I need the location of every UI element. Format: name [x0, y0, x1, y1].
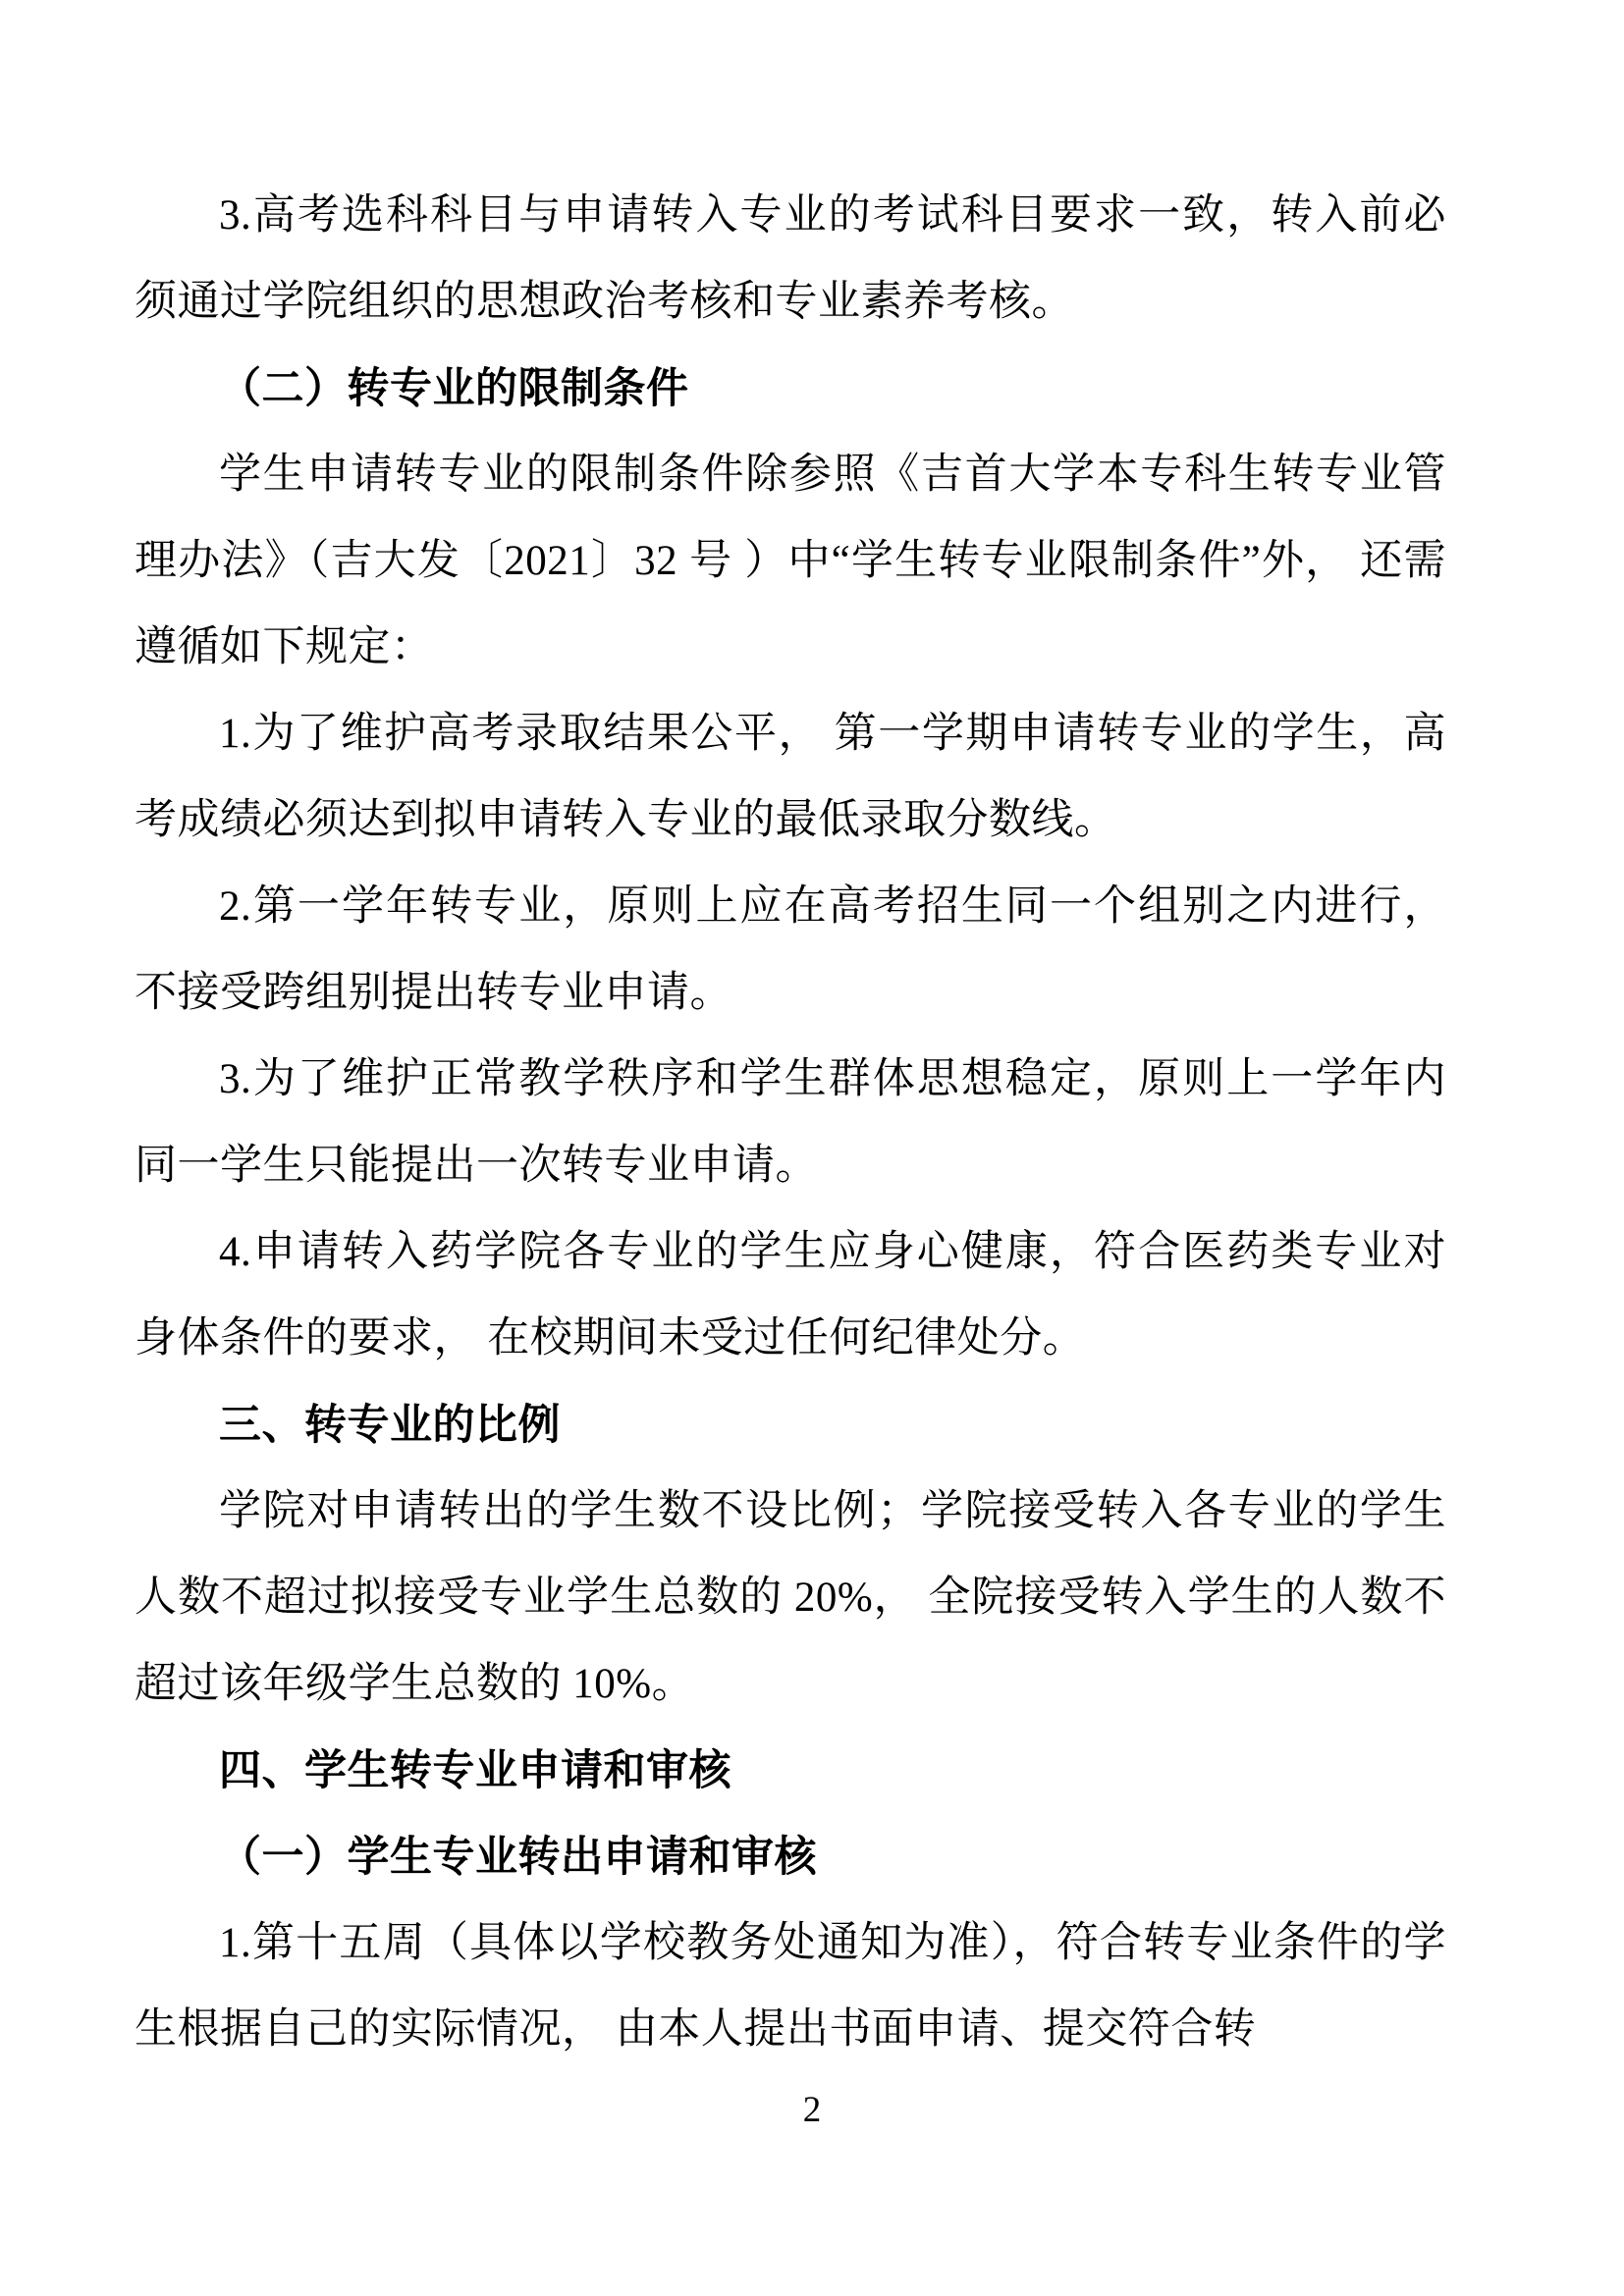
- section-heading-application-review: 四、学生转专业申请和审核: [219, 1747, 731, 1794]
- document-paragraph: 学生申请转专业的限制条件除参照《吉首大学本专科生转专业管理办法》（吉大发〔2021〕32 号 ）中“学生转专业限制条件”外， 还需遵循如下规定：: [135, 452, 1446, 670]
- document-paragraph: 1.第十五周（具体以学校教务处通知为准），符合转专业条件的学生根据自己的实际情况， 由本人提出书面申请、提交符合转: [135, 1920, 1446, 2053]
- section-heading-limit-conditions: （二）转专业的限制条件: [219, 365, 689, 412]
- document-paragraph: 3.为了维护正常教学秩序和学生群体思想稳定，原则上一学年内同一学生只能提出一次转专业申请。: [135, 1056, 1446, 1189]
- section-heading-transfer-ratio: 三、转专业的比例: [219, 1402, 561, 1449]
- document-paragraph: 3.高考选科科目与申请转入专业的考试科目要求一致，转入前必须通过学院组织的思想政治考核和专业素养考核。: [135, 192, 1446, 325]
- document-paragraph: 学院对申请转出的学生数不设比例；学院接受转入各专业的学生人数不超过拟接受专业学生总数的 20%， 全院接受转入学生的人数不超过该年级学生总数的 10%。: [135, 1488, 1446, 1707]
- document-paragraph: 2.第一学年转专业，原则上应在高考招生同一个组别之内进行，不接受跨组别提出转专业申请。: [135, 883, 1446, 1016]
- document-paragraph: 4.申请转入药学院各专业的学生应身心健康，符合医药类专业对身体条件的要求， 在校期间未受过任何纪律处分。: [135, 1229, 1446, 1362]
- document-paragraph: 1.为了维护高考录取结果公平， 第一学期申请转专业的学生，高考成绩必须达到拟申请转入专业的最低录取分数线。: [135, 711, 1446, 843]
- subsection-heading-transfer-out: （一）学生专业转出申请和审核: [219, 1834, 817, 1881]
- page-number: 2: [802, 2090, 822, 2130]
- document-body: [135, 173, 1446, 2073]
